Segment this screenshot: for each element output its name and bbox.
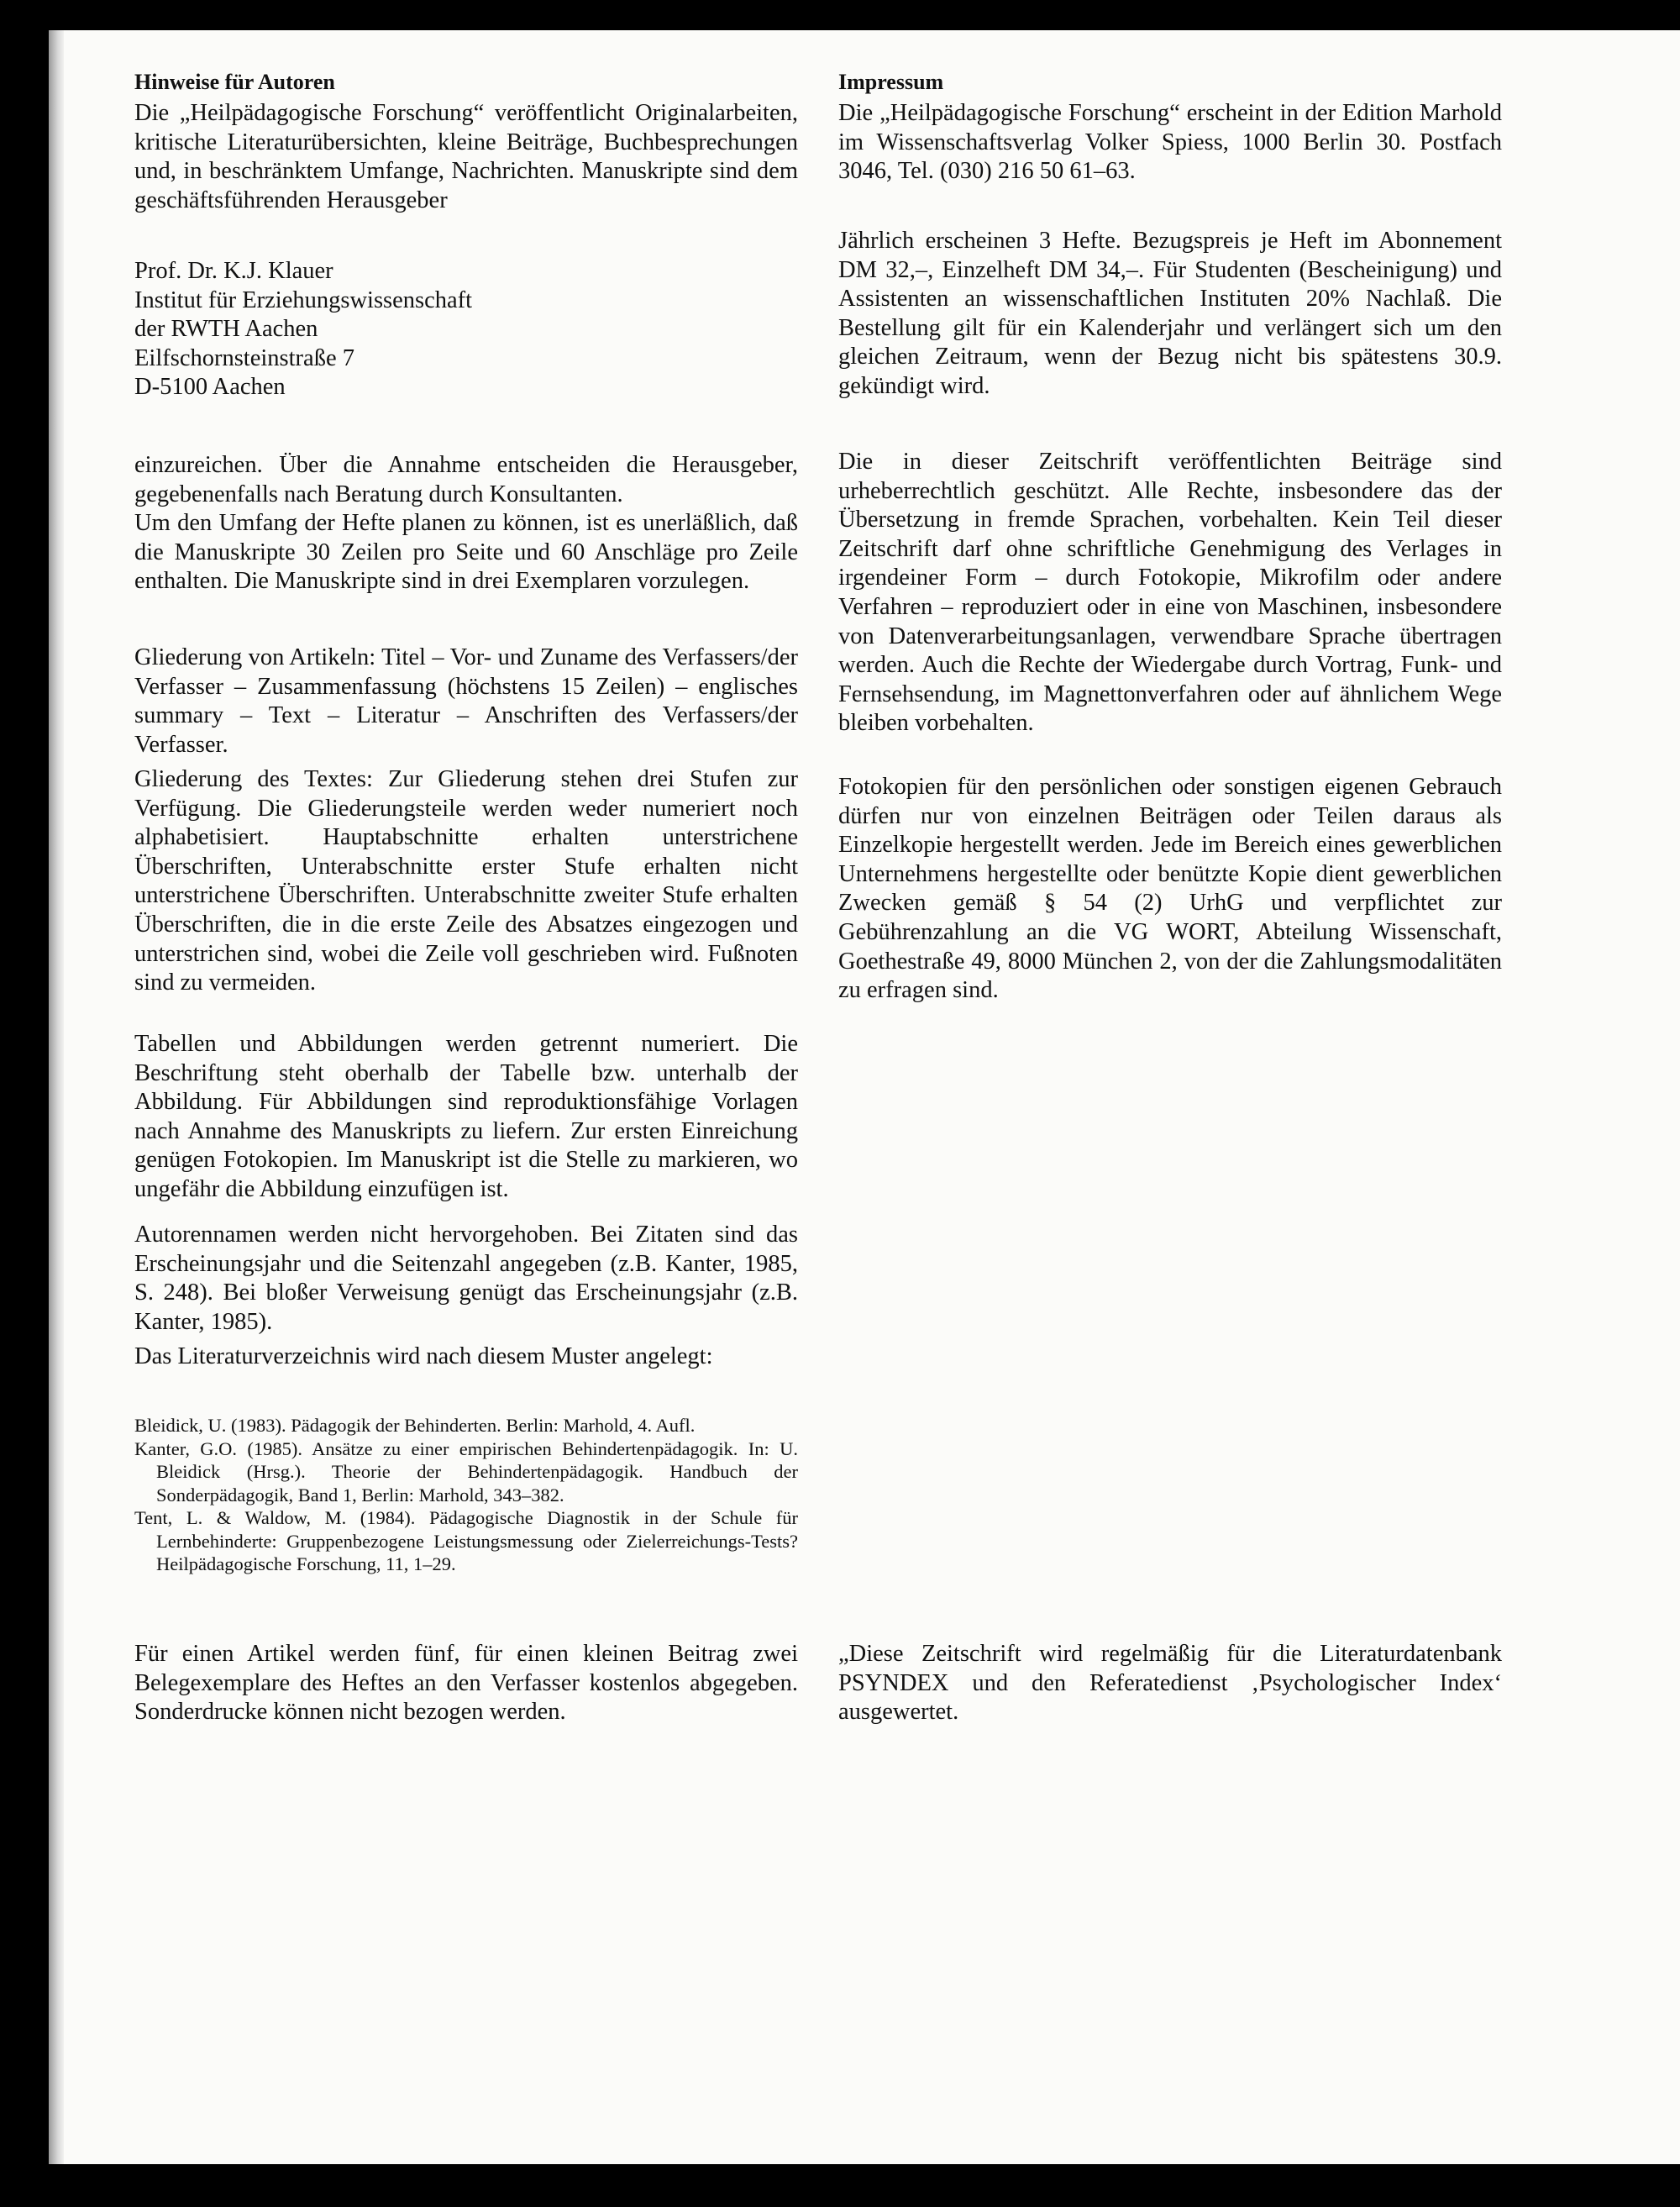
copyright-paragraph: Die in dieser Zeitschrift veröffentlichten Beiträge sind urheberrechtlich geschützt. Alle Rechte, insbesondere das der Übersetzung in fremde Sprachen, vorbehalten. Kein Teil dieser Zeitschrift darf ohne schriftliche Genehmigung des Verlages in irgendeiner Form – durch Fotokopie, Mikrofilm oder andere Verfahren – reproduziert oder in eine von Maschinen, insbesondere von Datenverarbeitungsanlagen, verwendbare Sprache übertragen werden. Auch die Rechte der Wiedergabe durch Vortrag, Funk- und Fernsehsendung, im Magnettonverfahren oder auf ähnlichem Wege bleiben vorbehalten. xyxy=(838,449,1502,737)
reference-item: Tent, L. & Waldow, M. (1984). Pädagogische Diagnostik in der Schule für Lernbehinderte: Gruppenbezogene Leistungsmessung oder Zielerreichungs-Tests? Heilpädagogische Forschung, 11, 1–29. xyxy=(134,1507,798,1574)
binding-edge xyxy=(49,30,64,2164)
reference-item: Bleidick, U. (1983). Pädagogik der Behinderten. Berlin: Marhold, 4. Aufl. xyxy=(134,1415,696,1436)
subscription-paragraph: Jährlich erscheinen 3 Hefte. Bezugspreis je Heft im Abonnement DM 32,–, Einzelheft DM 34,–. Für Studenten (Bescheinigung) und Assistenten an wissenschaftlichen Instituten 20% Nachlaß. Die Bestellung gilt für ein Kalenderjahr und verlängert sich um den gleichen Zeitraum, wenn der Bezug nicht bis spätestens 30.9. gekündigt wird. xyxy=(838,228,1502,399)
authors-intro: Die „Heilpädagogische Forschung“ veröffentlicht Originalarbeiten, kritische Literaturübersichten, kleine Beiträge, Buchbesprechungen und, in beschränktem Umfange, Nachrichten. Manuskripte sind dem geschäftsführenden Herausgeber xyxy=(134,100,798,213)
address-line: Institut für Erziehungswissenschaft xyxy=(134,286,473,313)
editor-address xyxy=(134,257,472,402)
authors-heading: Hinweise für Autoren xyxy=(134,70,335,94)
impressum-heading: Impressum xyxy=(838,70,944,94)
citations-paragraph: Autorennamen werden nicht hervorgehoben. Bei Zitaten sind das Erscheinungsjahr und die Seitenzahl angegeben (z.B. Kanter, 1985, S. 248). Bei bloßer Verweisung genügt das Erscheinungsjahr (z.B. Kanter, 1985). xyxy=(134,1222,798,1335)
specimen-copies-paragraph: Für einen Artikel werden fünf, für einen kleinen Beitrag zwei Belegexemplare des Heftes an den Verfasser kostenlos abgegeben. Sonderdrucke können nicht bezogen werden. xyxy=(134,1641,798,1726)
text-structure-paragraph: Gliederung des Textes: Zur Gliederung stehen drei Stufen zur Verfügung. Die Gliederungsteile werden weder numeriert noch alphabetisiert. Hauptabschnitte erhalten unterstrichene Überschriften, Unterabschnitte erster Stufe erhalten nicht unterstrichene Überschriften. Unterabschnitte zweiter Stufe erhalten Überschriften, die in die erste Zeile des Absatzes eingezogen und unterstrichen sind, wobei die Zeile voll geschrieben wird. Fußnoten sind zu vermeiden. xyxy=(134,766,798,996)
address-line: D-5100 Aachen xyxy=(134,374,286,401)
tables-figures-paragraph: Tabellen und Abbildungen werden getrennt numeriert. Die Beschriftung steht oberhalb der Tabelle bzw. unterhalb der Abbildung. Für Abbildungen sind reproduktionsfähige Vorlagen nach Annahme des Manuskripts zu liefern. Zur ersten Einreichung genügen Fotokopien. Im Manuskript ist die Stelle zu markieren, wo ungefähr die Abbildung einzufügen ist. xyxy=(134,1031,798,1202)
address-line: Eilfschornsteinstraße 7 xyxy=(134,344,354,371)
reference-item: Kanter, G.O. (1985). Ansätze zu einer empirischen Behindertenpädagogik. In: U. Bleidick (Hrsg.). Theorie der Behindertenpädagogik. Handbuch der Sonderpädagogik, Band 1, Berlin: Marhold, 343–382. xyxy=(134,1437,798,1505)
bibliography-intro: Das Literaturverzeichnis wird nach diesem Muster angelegt: xyxy=(134,1343,713,1369)
submission-paragraph: einzureichen. Über die Annahme entscheiden die Herausgeber, gegebenenfalls nach Beratung durch Konsultanten. xyxy=(134,452,798,507)
address-line: Prof. Dr. K.J. Klauer xyxy=(134,258,333,284)
reference-list xyxy=(134,1414,798,1576)
format-paragraph: Um den Umfang der Hefte planen zu können, ist es unerläßlich, daß die Manuskripte 30 Zeilen pro Seite und 60 Anschläge pro Zeile enthalten. Die Manuskripte sind in drei Exemplaren vorzulegen. xyxy=(134,510,798,595)
photocopy-paragraph: Fotokopien für den persönlichen oder sonstigen eigenen Gebrauch dürfen nur von einzelnen Beiträgen oder Teilen daraus als Einzelkopie hergestellt werden. Jede im Bereich eines gewerblichen Unternehmens hergestellte oder benützte Kopie dient gewerblichen Zwecken gemäß § 54 (2) UrhG und verpflichtet zur Gebührenzahlung an die VG WORT, Abteilung Wissenschaft, Goethestraße 49, 8000 München 2, von der die Zahlungsmodalitäten zu erfragen sind. xyxy=(838,774,1502,1004)
article-structure-paragraph: Gliederung von Artikeln: Titel – Vor- und Zuname des Verfassers/der Verfasser – Zusammenfassung (höchstens 15 Zeilen) – englisches summary – Text – Literatur – Anschriften des Verfassers/der Verfasser. xyxy=(134,644,798,758)
publisher-paragraph: Die „Heilpädagogische Forschung“ erscheint in der Edition Marhold im Wissenschaftsverlag Volker Spiess, 1000 Berlin 30. Postfach 3046, Tel. (030) 216 50 61–63. xyxy=(838,100,1502,185)
indexing-note: „Diese Zeitschrift wird regelmäßig für die Literaturdatenbank PSYNDEX und den Referatedienst ‚Psychologischer Index‘ ausgewertet. xyxy=(838,1641,1502,1726)
address-line: der RWTH Aachen xyxy=(134,316,318,343)
